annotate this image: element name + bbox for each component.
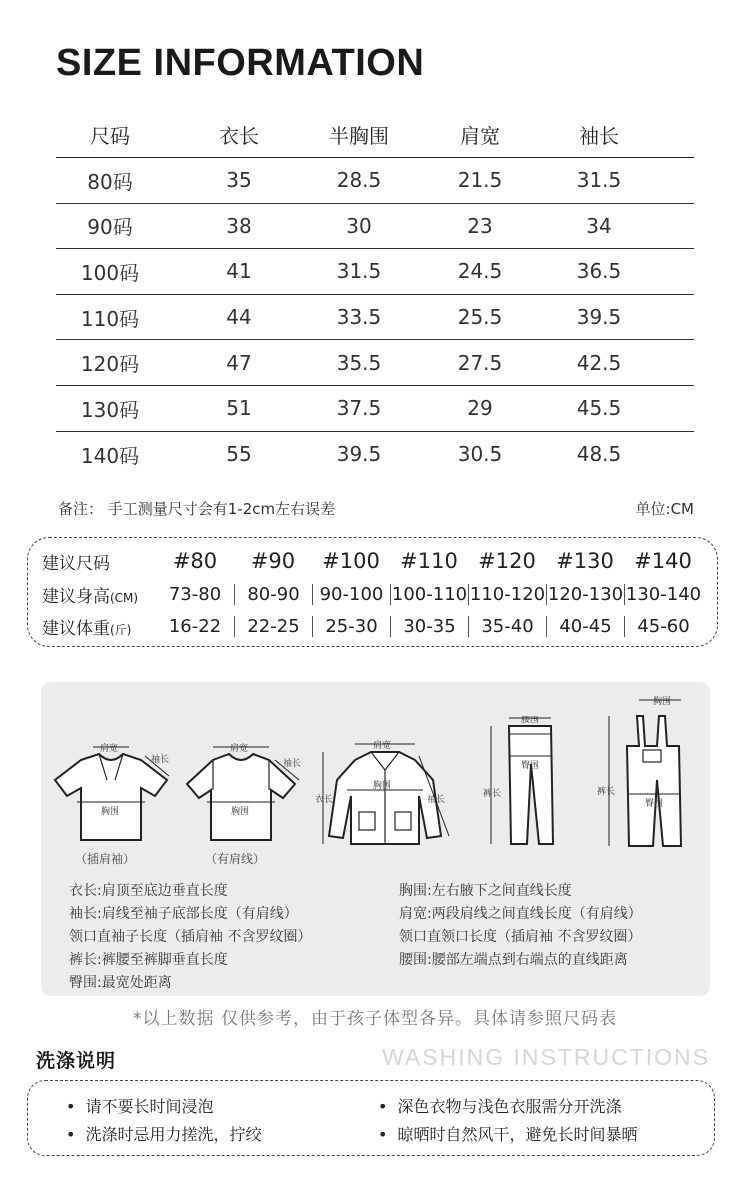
recommend-size-row bbox=[28, 544, 719, 578]
table-cell: 90码 bbox=[87, 215, 133, 240]
measurement-note: 备注： 手工测量尺寸会有1-2cm左右误差 bbox=[58, 500, 336, 518]
set-in-caption: （有肩线） bbox=[205, 852, 266, 866]
definition-item: 肩宽:两段肩线之间直线长度（有肩线） bbox=[399, 906, 642, 922]
disclaimer: *以上数据 仅供参考，由于孩子体型各异。具体请参照尺码表 bbox=[133, 1009, 617, 1029]
recommend-height: 73-80 bbox=[168, 583, 222, 605]
pants-diagram bbox=[481, 716, 571, 856]
table-cell: 35.5 bbox=[336, 350, 382, 375]
chest-label: 胸围 bbox=[653, 697, 672, 707]
shoulder-label: 肩宽 bbox=[100, 744, 119, 754]
recommend-height: 80-90 bbox=[234, 584, 312, 605]
unit-label: 单位:CM bbox=[635, 500, 694, 518]
washing-item: • 洗涤时忌用力搓洗，拧绞 bbox=[66, 1122, 261, 1145]
page-title: SIZE INFORMATION bbox=[56, 42, 425, 84]
sleeve-label: 袖长 bbox=[151, 755, 170, 765]
table-cell: 35 bbox=[226, 168, 252, 193]
table-cell: 38 bbox=[226, 213, 252, 238]
definition-item: 胸围:左右腋下之间直线长度 bbox=[399, 883, 572, 899]
height-label-text: 建议身高 bbox=[42, 586, 110, 607]
recommend-weight: 25-30 bbox=[312, 616, 390, 637]
table-cell: 30.5 bbox=[457, 442, 503, 467]
weight-unit: (斤) bbox=[110, 622, 132, 637]
table-cell: 36.5 bbox=[576, 259, 622, 284]
recommend-weight: 35-40 bbox=[468, 616, 546, 637]
header-cell: 半胸围 bbox=[329, 124, 389, 148]
table-row bbox=[56, 432, 694, 478]
definition-item: 领口直领口长度（插肩袖 不含罗纹圈） bbox=[399, 929, 642, 945]
weight-label-text: 建议体重 bbox=[42, 618, 110, 639]
washing-title-en: WASHING INSTRUCTIONS bbox=[382, 1044, 710, 1070]
header-cell: 衣长 bbox=[219, 124, 259, 148]
table-cell: 140码 bbox=[80, 443, 140, 468]
recommend-size: #140 bbox=[634, 549, 692, 573]
pants-length-label: 裤长 bbox=[483, 789, 502, 799]
table-cell: 55 bbox=[226, 442, 252, 467]
sleeve-label: 袖长 bbox=[283, 759, 302, 769]
raglan-caption: （插肩袖） bbox=[75, 852, 136, 866]
recommend-weight: 40-45 bbox=[546, 616, 624, 637]
definition-item: 衣长:肩顶至底边垂直长度 bbox=[69, 883, 228, 899]
definition-item: 袖长:肩线至袖子底部长度（有肩线） bbox=[69, 906, 298, 922]
height-unit: (CM) bbox=[110, 590, 139, 605]
table-cell: 39.5 bbox=[576, 305, 622, 330]
raglan-tshirt-diagram bbox=[47, 736, 175, 856]
washing-title: 洗涤说明 bbox=[36, 1050, 117, 1072]
shoulder-label: 肩宽 bbox=[373, 741, 392, 751]
table-cell: 25.5 bbox=[457, 305, 503, 330]
recommend-weight: 45-60 bbox=[624, 616, 702, 637]
chest-label: 胸围 bbox=[101, 807, 120, 817]
recommend-height: 100-110 bbox=[391, 583, 468, 605]
definition-item: 腰围:腰部左端点到右端点的直线距离 bbox=[399, 952, 628, 968]
definition-item: 领口直袖子长度（插肩袖 不含罗纹圈） bbox=[69, 929, 312, 945]
waist-label: 腰围 bbox=[521, 716, 540, 725]
table-row bbox=[56, 249, 694, 295]
table-cell: 42.5 bbox=[576, 350, 622, 375]
washing-item: • 请不要长时间浸泡 bbox=[66, 1094, 213, 1117]
table-cell: 39.5 bbox=[336, 442, 382, 467]
pants-length-label: 裤长 bbox=[597, 787, 616, 797]
table-cell: 130码 bbox=[80, 397, 140, 422]
table-cell: 48.5 bbox=[576, 442, 622, 467]
table-cell: 34 bbox=[586, 213, 612, 238]
table-cell: 23 bbox=[467, 213, 493, 238]
washing-box bbox=[27, 1080, 715, 1156]
length-label: 衣长 bbox=[315, 795, 334, 805]
table-cell: 24.5 bbox=[457, 259, 503, 284]
definition-item: 臀围:最宽处距离 bbox=[69, 975, 172, 991]
definitions-left bbox=[69, 880, 311, 995]
table-cell: 41 bbox=[226, 259, 252, 284]
washing-item: • 晾晒时自然风干，避免长时间暴晒 bbox=[378, 1122, 637, 1145]
recommendation-box bbox=[27, 537, 718, 647]
size-table bbox=[56, 112, 694, 477]
table-cell: 45.5 bbox=[576, 396, 622, 421]
header-cell: 袖长 bbox=[579, 124, 619, 148]
recommend-height-label bbox=[28, 582, 156, 607]
table-cell: 21.5 bbox=[457, 168, 503, 193]
overalls-shape bbox=[627, 716, 681, 846]
table-cell: 29 bbox=[467, 396, 493, 421]
set-in-tshirt-diagram bbox=[177, 736, 305, 856]
recommend-height: 110-120 bbox=[469, 583, 546, 605]
table-cell: 33.5 bbox=[336, 305, 382, 330]
table-row bbox=[56, 204, 694, 250]
table-row bbox=[56, 158, 694, 204]
definitions-right bbox=[399, 880, 642, 972]
table-cell: 27.5 bbox=[457, 350, 503, 375]
chest-label: 胸围 bbox=[231, 807, 250, 817]
hip-label: 臀围 bbox=[521, 761, 540, 771]
recommend-height: 130-140 bbox=[625, 583, 702, 605]
table-row bbox=[56, 295, 694, 341]
recommend-size: #90 bbox=[250, 549, 296, 573]
tshirt-raglan-shape bbox=[55, 754, 170, 840]
shoulder-label: 肩宽 bbox=[230, 744, 249, 754]
table-cell: 110码 bbox=[80, 306, 140, 331]
recommend-size: #100 bbox=[322, 549, 380, 573]
overalls-diagram bbox=[595, 694, 695, 856]
tshirt-set-in-shape bbox=[187, 754, 295, 840]
recommend-weight-row bbox=[28, 610, 719, 642]
jacket-diagram bbox=[315, 736, 455, 856]
recommend-weight-label bbox=[28, 614, 156, 639]
hip-label: 臀围 bbox=[645, 799, 664, 809]
table-cell: 28.5 bbox=[336, 168, 382, 193]
recommend-size-label: 建议尺码 bbox=[42, 553, 110, 574]
table-cell: 80码 bbox=[87, 169, 133, 194]
header-cell: 肩宽 bbox=[460, 124, 500, 148]
recommend-size: #80 bbox=[172, 549, 218, 573]
washing-item: • 深色衣物与浅色衣服需分开洗涤 bbox=[378, 1094, 621, 1117]
table-row bbox=[56, 340, 694, 386]
chest-label: 胸围 bbox=[373, 781, 392, 791]
recommend-weight: 22-25 bbox=[234, 616, 312, 637]
header-cell: 尺码 bbox=[90, 124, 130, 148]
recommend-height-row bbox=[28, 578, 719, 610]
recommend-height: 120-130 bbox=[547, 583, 624, 605]
recommend-size: #120 bbox=[478, 549, 536, 573]
table-cell: 31.5 bbox=[576, 168, 622, 193]
table-cell: 37.5 bbox=[336, 396, 382, 421]
table-cell: 120码 bbox=[80, 352, 140, 377]
measurement-guide bbox=[41, 682, 710, 996]
recommend-weight: 16-22 bbox=[168, 615, 222, 637]
recommend-weight: 30-35 bbox=[390, 616, 468, 637]
recommend-size: #110 bbox=[400, 549, 458, 573]
recommend-height: 90-100 bbox=[312, 584, 390, 605]
table-cell: 44 bbox=[226, 305, 252, 330]
table-cell: 47 bbox=[226, 350, 252, 375]
recommend-size: #130 bbox=[556, 549, 614, 573]
table-cell: 100码 bbox=[80, 260, 140, 285]
size-table-header bbox=[56, 112, 694, 158]
definition-item: 裤长:裤腰至裤脚垂直长度 bbox=[69, 952, 228, 968]
table-cell: 31.5 bbox=[336, 259, 382, 284]
pants-shape bbox=[509, 726, 553, 844]
sleeve-label: 袖长 bbox=[427, 795, 446, 805]
table-row bbox=[56, 386, 694, 432]
table-cell: 51 bbox=[226, 396, 252, 421]
table-cell: 30 bbox=[346, 213, 372, 238]
